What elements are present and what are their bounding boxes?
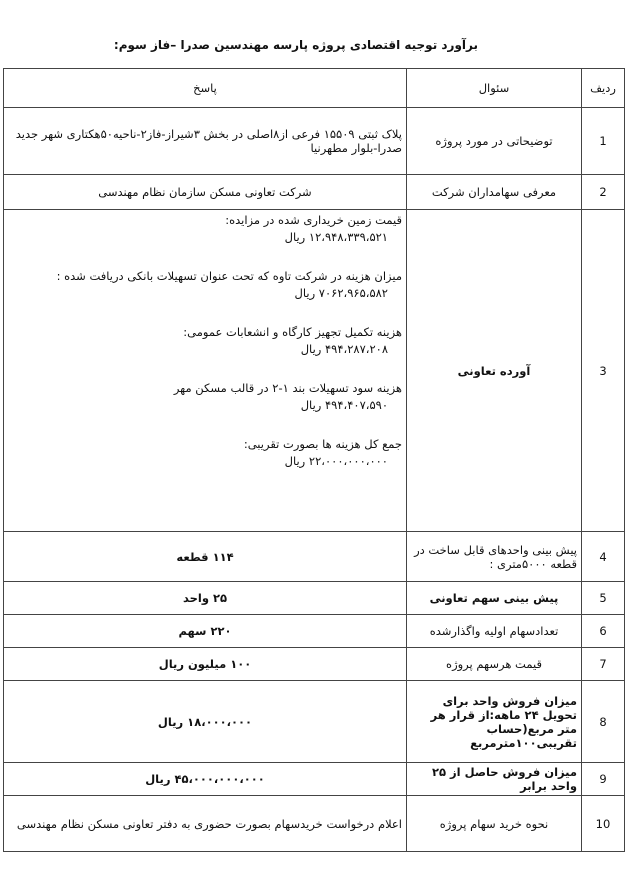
row-index: 8 — [582, 681, 625, 763]
row-index: 4 — [582, 532, 625, 582]
row-question: توضیحاتی در مورد پروژه — [407, 108, 582, 175]
row-index: 7 — [582, 648, 625, 681]
row-question: پیش بینی سهم تعاونی — [407, 582, 582, 615]
table-header-row — [4, 69, 625, 108]
header-answer: پاسخ — [4, 69, 407, 108]
row-answer: ۲۲۰ سهم — [4, 615, 407, 648]
row-index: 9 — [582, 763, 625, 796]
table-row — [4, 615, 625, 648]
row-answer: ۱۱۴ قطعه — [4, 532, 407, 582]
row-answer-cost-breakdown — [4, 210, 407, 532]
row-answer: پلاک ثبتی ۱۵۵۰۹ فرعی از۸اصلی در بخش ۳شیراز-فاز۲-ناحیه۵۰هکتاری شهر جدید صدرا-بلوار مطهرنیا — [4, 108, 407, 175]
table-row — [4, 648, 625, 681]
table-row — [4, 108, 625, 175]
table-row — [4, 582, 625, 615]
row-question: پیش بینی واحدهای قابل ساخت در قطعه ۵۰۰۰متری : — [407, 532, 582, 582]
row-question: تعدادسهام اولیه واگذارشده — [407, 615, 582, 648]
row-index: 3 — [582, 210, 625, 532]
row-index: 10 — [582, 796, 625, 852]
row-index: 6 — [582, 615, 625, 648]
row-question: میزان فروش واحد برای تحویل ۲۴ ماهه:از قرار هر متر مربع(حساب تقریبی۱۰۰مترمربع — [407, 681, 582, 763]
row-answer: ۴۵،۰۰۰،۰۰۰،۰۰۰ ریال — [4, 763, 407, 796]
cost-item-amount: ۷۰۶۲،۹۶۵،۵۸۲ ریال — [294, 286, 388, 300]
row-question: میزان فروش حاصل از ۲۵ واحد برابر — [407, 763, 582, 796]
table-row — [4, 532, 625, 582]
cost-item-amount: ۴۹۴،۴۰۷،۵۹۰ ریال — [300, 398, 388, 412]
row-question: معرفی سهامداران شرکت — [407, 175, 582, 210]
row-answer: ۱۰۰ میلیون ریال — [4, 648, 407, 681]
row-answer: شرکت تعاونی مسکن سازمان نظام مهندسی — [4, 175, 407, 210]
table-row — [4, 210, 625, 532]
table-row — [4, 763, 625, 796]
row-answer: ۱۸،۰۰۰،۰۰۰ ریال — [4, 681, 407, 763]
row-index: 1 — [582, 108, 625, 175]
page-title: برآورد توجیه اقتصادی پروژه پارسه مهندسین صدرا –فاز سوم: — [113, 38, 478, 52]
cost-item-amount: ۴۹۴،۲۸۷،۲۰۸ ریال — [300, 342, 388, 356]
row-answer: ۲۵ واحد — [4, 582, 407, 615]
cost-item-label: قیمت زمین خریداری شده در مزایده: — [225, 213, 402, 227]
cost-item-amount: ۱۲،۹۴۸،۳۳۹،۵۲۱ ریال — [284, 230, 388, 244]
row-index: 5 — [582, 582, 625, 615]
row-question: قیمت هرسهم پروژه — [407, 648, 582, 681]
row-question: آورده تعاونی — [407, 210, 582, 532]
cost-item-label: هزینه تکمیل تجهیز کارگاه و انشعابات عمومی: — [183, 325, 402, 339]
row-question: نحوه خرید سهام پروژه — [407, 796, 582, 852]
cost-item-amount: ۲۲،۰۰۰،۰۰۰،۰۰۰ ریال — [284, 454, 388, 468]
feasibility-table — [3, 68, 625, 852]
header-question: سئوال — [407, 69, 582, 108]
cost-item-label: جمع کل هزینه ها بصورت تقریبی: — [243, 437, 402, 451]
header-idx: ردیف — [582, 69, 625, 108]
table-row — [4, 175, 625, 210]
cost-item-label: هزینه سود تسهیلات بند ۱-۲ در قالب مسکن مهر — [173, 381, 402, 395]
row-index: 2 — [582, 175, 625, 210]
row-answer: اعلام درخواست خریدسهام بصورت حضوری به دفتر تعاونی مسکن نظام مهندسی — [4, 796, 407, 852]
table-row — [4, 681, 625, 763]
table-row — [4, 796, 625, 852]
cost-item-label: میزان هزینه در شرکت تاوه که تحت عنوان تسهیلات بانکی دریافت شده : — [56, 269, 402, 283]
